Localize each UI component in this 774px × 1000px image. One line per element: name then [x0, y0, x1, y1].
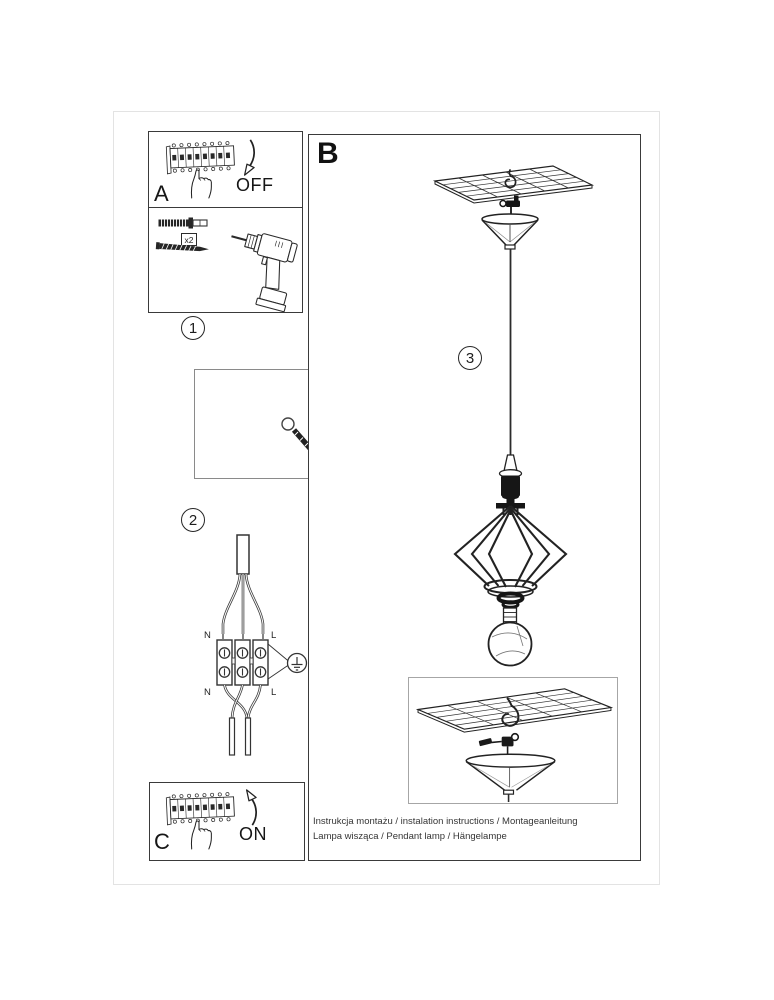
- neutral-top-label: N: [204, 630, 211, 641]
- live-top-label: L: [271, 630, 277, 641]
- dowel-qty-badge: x2: [181, 233, 197, 246]
- on-label: ON: [239, 824, 267, 844]
- live-bottom-label: L: [271, 687, 277, 698]
- section-c-label: C: [154, 829, 170, 854]
- bulb-icon: [489, 608, 532, 666]
- canopy-cone-icon: [466, 754, 555, 794]
- pointing-hand-icon: [191, 821, 211, 849]
- step-3-badge: 3: [458, 346, 482, 370]
- wiring-diagram: [195, 532, 320, 760]
- breaker-panel-icon: [161, 138, 237, 198]
- caption-line-1: Instrukcja montażu / instalation instructions / Montageanleitung: [313, 816, 578, 827]
- terminal-block-icon: [217, 640, 268, 685]
- canopy-detail-illustration: [409, 678, 617, 803]
- canopy-cone-icon: [482, 214, 538, 249]
- shade-ring: [499, 594, 523, 608]
- neutral-bottom-label: N: [204, 687, 211, 698]
- pointing-hand-icon: [191, 170, 211, 198]
- cord-grip-icon: [479, 734, 519, 755]
- breaker-panel-icon: [161, 789, 237, 849]
- earth-ground-icon: [288, 654, 307, 673]
- ceiling-panel-icon: [435, 166, 592, 203]
- section-b-label: B: [317, 137, 339, 170]
- curved-arrow-down-icon: [234, 138, 259, 178]
- caption-block: [313, 814, 639, 844]
- power-cable-icon: [237, 535, 249, 574]
- ceiling-panel-icon: [418, 689, 611, 732]
- screw-icon: [156, 241, 210, 254]
- step-1-badge: 1: [181, 316, 205, 340]
- step-2-badge: 2: [181, 508, 205, 532]
- cage-shade-icon: [455, 503, 566, 597]
- lamp-holder: [500, 455, 522, 503]
- caption-line-2: Lampa wisząca / Pendant lamp / Hängelampe: [313, 831, 507, 842]
- wall-plug-icon: [158, 216, 208, 230]
- drill-icon: [226, 214, 300, 310]
- off-label: OFF: [236, 175, 274, 195]
- section-a-label: A: [154, 181, 169, 206]
- curved-arrow-up-icon: [236, 787, 261, 827]
